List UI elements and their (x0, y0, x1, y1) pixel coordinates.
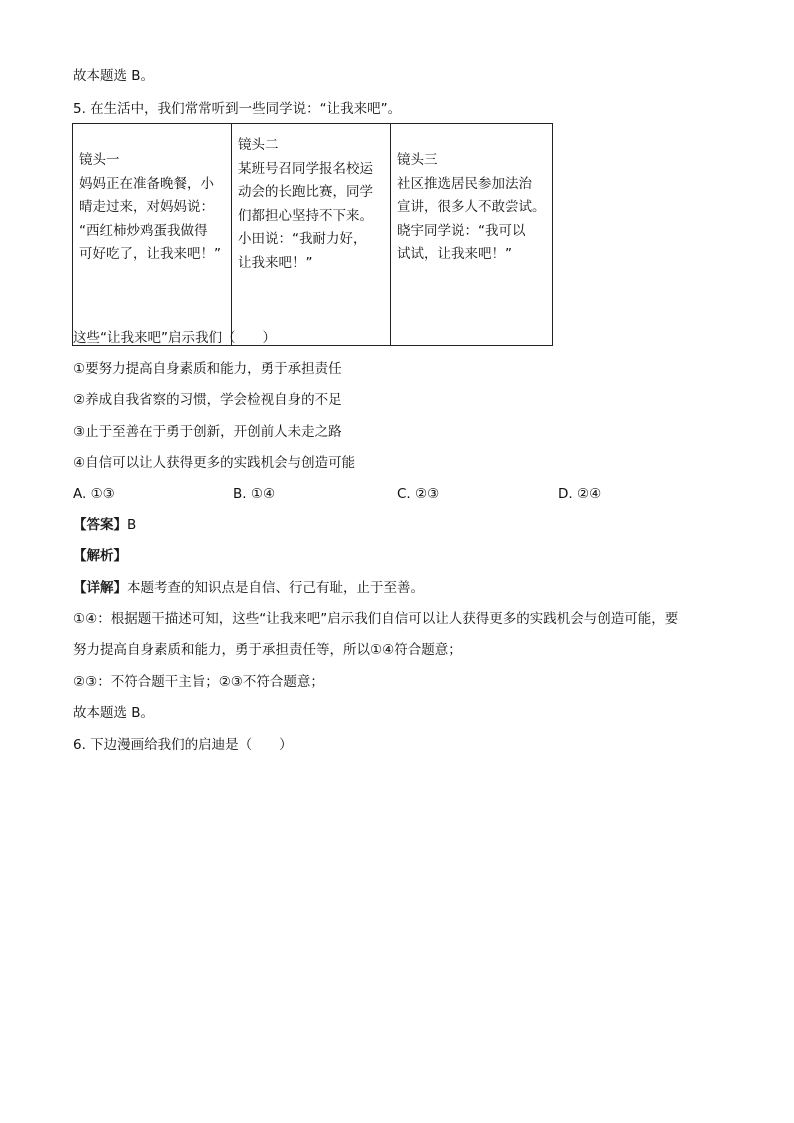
previous-conclusion: 故本题选 B。 (73, 68, 155, 84)
explanation-1a: ①④：根据题干描述可知，这些“让我来吧”启示我们自信可以让人获得更多的实践机会与创造可能，要 (73, 611, 679, 627)
option-d: D. ②④ (558, 486, 602, 502)
scene-1-line: 晴走过来，对妈妈说： (79, 199, 214, 215)
scene-2-line: 某班号召同学报名校运 (238, 160, 373, 177)
detail-text: 本题考查的知识点是自信、行己有耻，止于至善。 (127, 580, 424, 596)
detail-tag: 【详解】 (73, 580, 127, 596)
scene-table (72, 123, 553, 346)
statement-3: ③止于至善在于勇于创新，开创前人未走之路 (73, 424, 342, 440)
scene-1-line: 可好吃了，让我来吧！” (79, 246, 221, 262)
answer-value: B (127, 517, 137, 533)
scene-3-line: 宣讲，很多人不敢尝试。 (397, 199, 546, 215)
option-a: A. ①③ (73, 486, 115, 502)
scene-3-line: 社区推选居民参加法治 (397, 175, 532, 192)
question-5-prompt: 这些“让我来吧”启示我们（ ） (73, 330, 276, 346)
scene-3-line: 晓宇同学说：“我可以 (397, 222, 526, 239)
scene-2-line: 们都担心坚持不下来。 (238, 207, 373, 224)
analysis-line (73, 546, 127, 566)
question-5-stem: 5. 在生活中，我们常常听到一些同学说：“让我来吧”。 (73, 101, 402, 117)
scene-2-line: 让我来吧！” (238, 254, 313, 271)
scene-1-line: 妈妈正在准备晚餐，小 (79, 175, 214, 192)
statement-2: ②养成自我省察的习惯，学会检视自身的不足 (73, 392, 342, 408)
option-b: B. ①④ (233, 486, 276, 502)
scene-2-title: 镜头二 (238, 137, 279, 153)
conclusion: 故本题选 B。 (73, 705, 155, 721)
option-c: C. ②③ (397, 486, 440, 502)
question-6-stem: 6. 下边漫画给我们的启迪是（ ） (73, 737, 293, 753)
scene-2-line: 小田说：“我耐力好， (238, 231, 367, 247)
scene-1-line: “西红柿炒鸡蛋我做得 (79, 222, 208, 239)
statement-1: ①要努力提高自身素质和能力，勇于承担责任 (73, 361, 342, 377)
answer-line (73, 515, 136, 535)
detail-line (73, 578, 424, 598)
scene-cell-2 (232, 124, 391, 346)
scene-3-line: 试试，让我来吧！” (397, 246, 512, 262)
scene-cell-1 (73, 124, 232, 346)
analysis-tag: 【解析】 (73, 548, 127, 564)
scene-cell-3 (391, 124, 553, 346)
explanation-1b: 努力提高自身素质和能力，勇于承担责任等，所以①④符合题意； (73, 642, 462, 658)
scene-2-line: 动会的长跑比赛，同学 (238, 184, 373, 200)
scene-3-title: 镜头三 (397, 152, 438, 168)
answer-tag: 【答案】 (73, 517, 127, 533)
statement-4: ④自信可以让人获得更多的实践机会与创造可能 (73, 455, 356, 471)
explanation-2: ②③：不符合题干主旨；②③不符合题意； (73, 674, 324, 690)
scene-1-title: 镜头一 (79, 152, 120, 168)
